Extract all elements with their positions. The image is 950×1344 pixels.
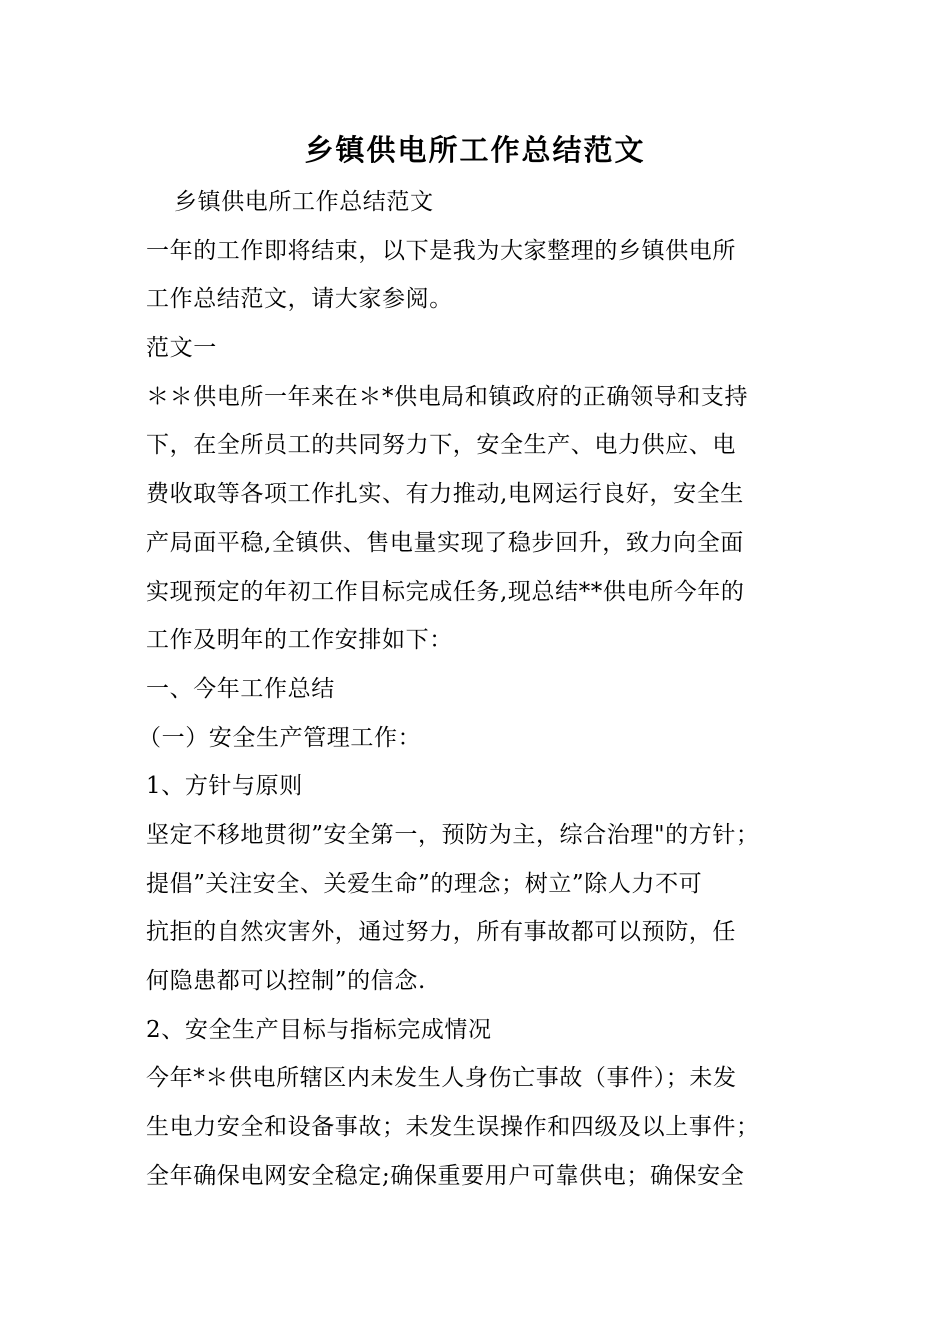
paragraph-line: 下，在全所员工的共同努力下，安全生产、电力供应、电 <box>146 432 736 459</box>
paragraph-line: 坚定不移地贯彻”安全第一，预防为主，综合治理"的方针； <box>146 821 760 848</box>
paragraph-line: 产局面平稳,全镇供、售电量实现了稳步回升，致力向全面 <box>146 529 744 556</box>
paragraph-line: 实现预定的年初工作目标完成任务,现总结**供电所今年的 <box>146 578 745 605</box>
paragraph-line: ＊＊供电所一年来在＊*供电局和镇政府的正确领导和支持 <box>146 383 749 410</box>
subtitle-line: 乡镇供电所工作总结范文 <box>174 189 434 215</box>
paragraph-line: 生电力安全和设备事故；未发生误操作和四级及以上事件； <box>146 1114 760 1141</box>
paragraph-line: 费收取等各项工作扎实、有力推动,电网运行良好，安全生 <box>146 481 744 508</box>
item-heading: 1、方针与原则 <box>146 773 303 800</box>
paragraph-line: 一年的工作即将结束，以下是我为大家整理的乡镇供电所 <box>146 237 736 264</box>
document-title: 乡镇供电所工作总结范文 <box>304 133 646 167</box>
section-heading: 范文一 <box>146 335 217 362</box>
section-heading: 一、今年工作总结 <box>146 675 335 702</box>
paragraph-line: 全年确保电网安全稳定;确保重要用户可靠供电；确保安全 <box>146 1162 745 1189</box>
paragraph-line: 提倡”关注安全、关爱生命”的理念；树立”除人力不可 <box>146 870 703 897</box>
document-body <box>138 178 806 1200</box>
subsection-heading: （一）安全生产管理工作： <box>138 724 422 751</box>
paragraph-line: 今年*＊供电所辖区内未发生人身伤亡事故（事件）；未发 <box>146 1065 737 1092</box>
paragraph-line: 工作总结范文，请大家参阅。 <box>146 286 453 313</box>
item-heading: 2、安全生产目标与指标完成情况 <box>146 1016 492 1043</box>
paragraph-line: 工作及明年的工作安排如下： <box>146 627 453 654</box>
paragraph-line: 抗拒的自然灾害外，通过努力，所有事故都可以预防，任 <box>146 919 736 946</box>
paragraph-line: 何隐患都可以控制”的信念. <box>146 968 426 994</box>
